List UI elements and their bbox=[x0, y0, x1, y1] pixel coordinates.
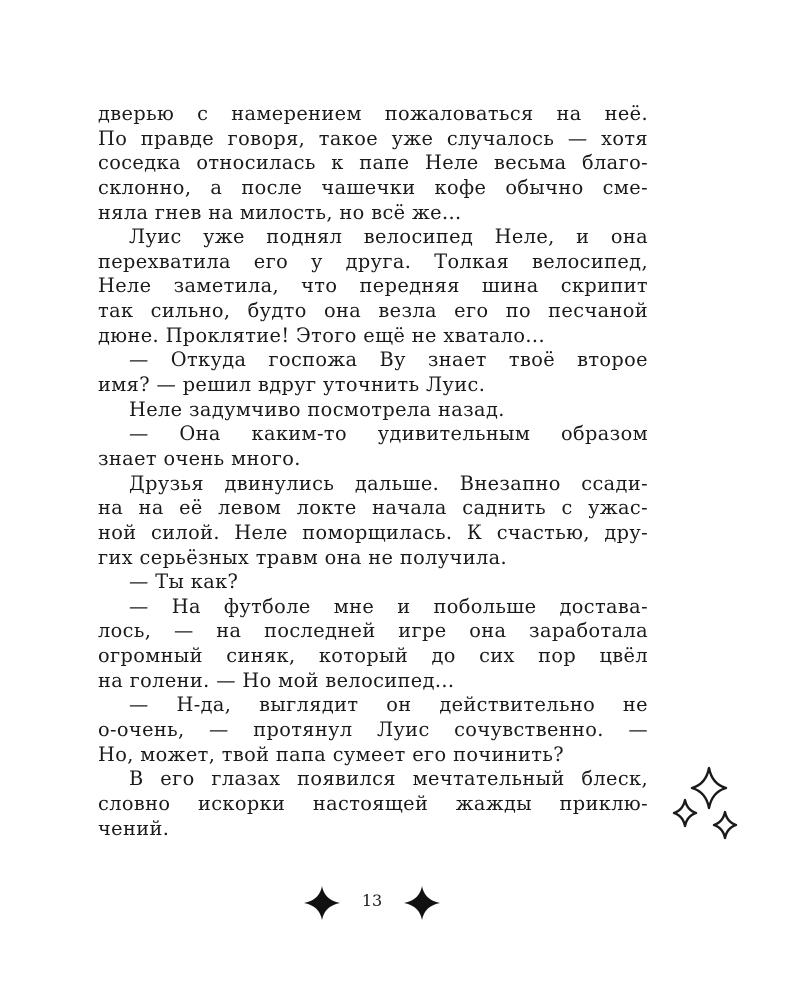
text-line: Неле заметила, что передняя шина скрипит bbox=[98, 274, 648, 298]
text-line: на на её левом локте начала саднить с ужас- bbox=[98, 496, 648, 520]
text-line: имя? — решил вдруг уточнить Луис. bbox=[98, 373, 486, 397]
text-line: Друзья двинулись дальше. Внезапно ссади- bbox=[129, 471, 648, 495]
text-line: Но, может, твой папа сумеет его починить? bbox=[98, 742, 564, 766]
text-line: — Откуда госпожа Ву знает твоё второе bbox=[129, 348, 648, 372]
page-footer bbox=[0, 880, 800, 926]
text-line: знает очень много. bbox=[98, 446, 301, 470]
text-line: няла гнев на милость, но всё же... bbox=[98, 200, 462, 224]
text-line: — Н-да, выглядит он действительно не bbox=[129, 693, 648, 717]
text-line: соседка относилась к папе Неле весьма благо- bbox=[98, 151, 648, 175]
text-line: гих серьёзных травм она не получила. bbox=[98, 545, 508, 569]
sparkles-icon bbox=[664, 764, 744, 846]
text-line: — Она каким-то удивительным образом bbox=[129, 422, 648, 446]
text-line: Луис уже поднял велосипед Неле, и она bbox=[129, 225, 648, 249]
text-line: ной силой. Неле поморщилась. К счастью, дру- bbox=[98, 520, 648, 544]
body-text bbox=[98, 102, 648, 841]
text-line: По правде говоря, такое уже случалось — хотя bbox=[98, 126, 648, 150]
text-line: так сильно, будто она везла его по песчаной bbox=[98, 299, 648, 323]
page-number: 13 bbox=[361, 891, 383, 910]
text-line: перехватила его у друга. Толкая велосипед, bbox=[98, 249, 648, 273]
text-line: дюне. Проклятие! Этого ещё не хватало... bbox=[98, 323, 545, 347]
text-line: огромный синяк, который до сих пор цвёл bbox=[98, 644, 648, 668]
text-line: дверью с намерением пожаловаться на неё. bbox=[98, 102, 648, 125]
text-line: на голени. — Но мой велосипед... bbox=[98, 668, 455, 692]
text-line: чений. bbox=[98, 816, 170, 840]
text-line: В его глазах появился мечтательный блеск, bbox=[129, 767, 648, 791]
star-right-icon bbox=[402, 884, 442, 922]
text-line: словно искорки настоящей жажды приклю- bbox=[98, 791, 648, 815]
star-left-icon bbox=[302, 884, 342, 922]
text-line: — Ты как? bbox=[129, 570, 239, 594]
text-line: Неле задумчиво посмотрела назад. bbox=[129, 397, 505, 421]
text-line: лось, — на последней игре она заработала bbox=[98, 619, 648, 643]
text-line: — На футболе мне и побольше достава- bbox=[129, 594, 648, 618]
text-line: о-очень, — протянул Луис сочувственно. — bbox=[98, 718, 648, 742]
text-line: склонно, а после чашечки кофе обычно сме- bbox=[98, 175, 648, 199]
